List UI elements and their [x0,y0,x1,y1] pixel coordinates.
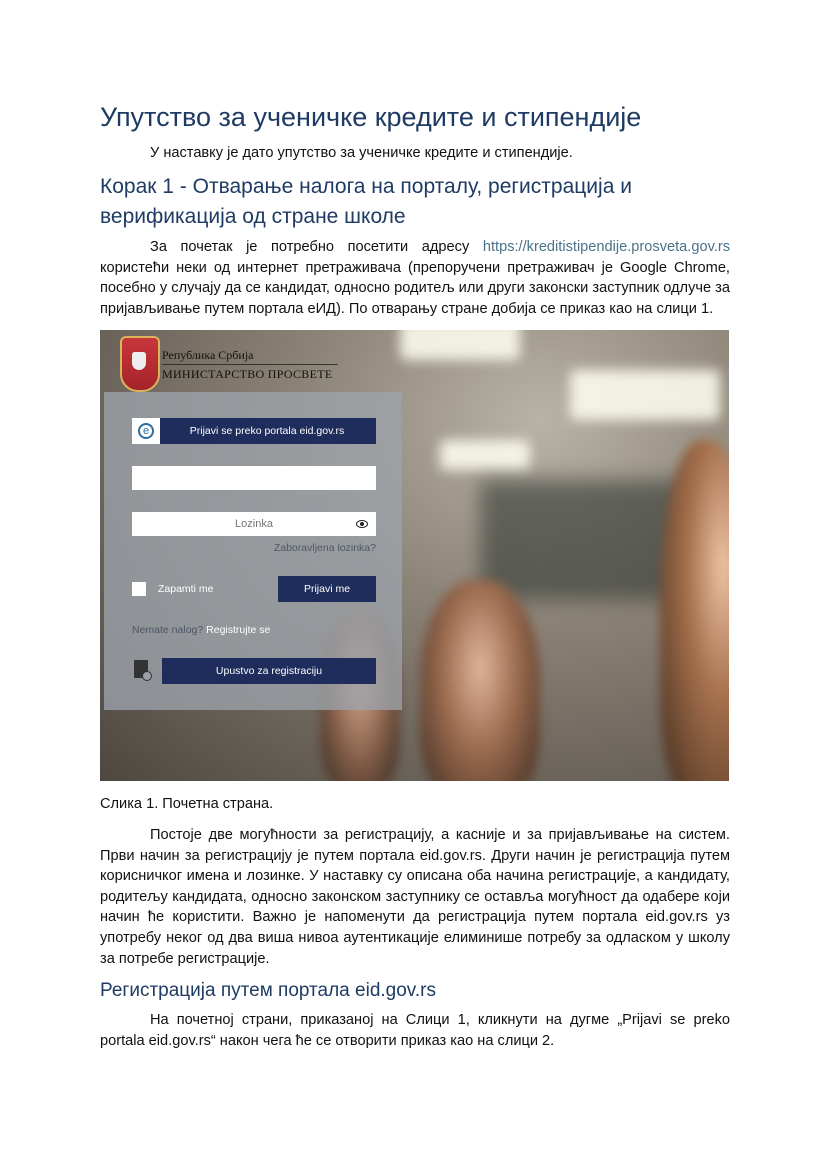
document-title: Упутство за ученичке кредите и стипендије [100,102,642,132]
paragraph-eid-instructions: На почетној страни, приказаној на Слици 1, кликнути на дугме „Prijavi se preko portala eid.gov.rs“ након чега ће се отворити приказ као на слици 2. [100,1012,730,1049]
background-person [420,580,540,781]
coat-of-arms-icon [120,336,160,392]
background-light [400,330,520,360]
login-panel [104,392,402,710]
eid-logo-icon [132,418,160,444]
logo-line-ministry: МИНИСТАРСТВО ПРОСВЕТЕ [162,367,333,381]
eid-registration-heading: Регистрација путем портала eid.gov.rs [100,980,436,1001]
ministry-logo [120,334,360,394]
logo-divider [162,364,338,365]
register-link[interactable]: Registrujte se [206,624,271,636]
background-light [570,370,720,420]
background-light [440,440,530,470]
register-prompt [132,624,270,636]
p1-text-before: За почетак је потребно посетити адресу [150,239,483,255]
password-input[interactable] [132,512,376,536]
show-password-eye-icon[interactable] [356,520,368,528]
no-account-text: Nemate nalog? [132,624,204,636]
username-input[interactable] [132,466,376,490]
intro-paragraph: У наставку је дато упутство за ученичке кредите и стипендије. [150,145,573,161]
remember-me-label: Zapamti me [158,583,214,595]
p1-text-after: користећи неки од интернет претраживача (препоручени претраживач је Google Chrome, посебно у случају да се кандидат, односно родитељ или други законски заступник одлуче за пријављивање путем портала еИД). По отварању стране добија се приказ као на слици 1. [100,259,730,317]
portal-link[interactable]: https://kreditistipendije.prosveta.gov.rs [482,239,730,255]
eid-login-label: Prijavi se preko portala eid.gov.rs [189,425,345,437]
paragraph-registration-options: Постоје две могућности за регистрацију, а касније и за пријављивање на систем. Први начин за регистрацију је путем портала eid.gov.rs. Други начин је регистрација путем корисничког имена и лозинке. У наставку су описана оба начина регистрације, а кандидату, родитељу кандидата, односно законском заступнику се оставља могућност да одабере који начин ће користити. Важно је напоменути да регистрација путем портала eid.gov.rs уз употребу неког од два виша нивоа аутентикације елиминише потребу за одласком у школу за потребе регистрације. [100,827,730,967]
eid-login-button[interactable] [132,418,376,444]
eid-logo-glyph: e [138,423,154,439]
logo-line-republic: Република Србија [162,348,254,362]
forgot-password-link[interactable]: Zaboravljena lozinka? [273,542,376,554]
step1-heading: Корак 1 - Отварање налога на порталу, регистрација и верификација од стране школе [100,175,632,228]
registration-guide-button[interactable]: Upustvo za registraciju [162,658,376,684]
foreground-person [660,440,729,781]
figure-caption: Слика 1. Почетна страна. [100,796,274,812]
figure-home-page-screenshot [100,330,729,781]
paragraph-visit-address [100,237,730,319]
login-button[interactable]: Prijavi me [278,576,376,602]
document-search-icon [134,660,148,678]
remember-me-checkbox[interactable] [132,582,146,596]
